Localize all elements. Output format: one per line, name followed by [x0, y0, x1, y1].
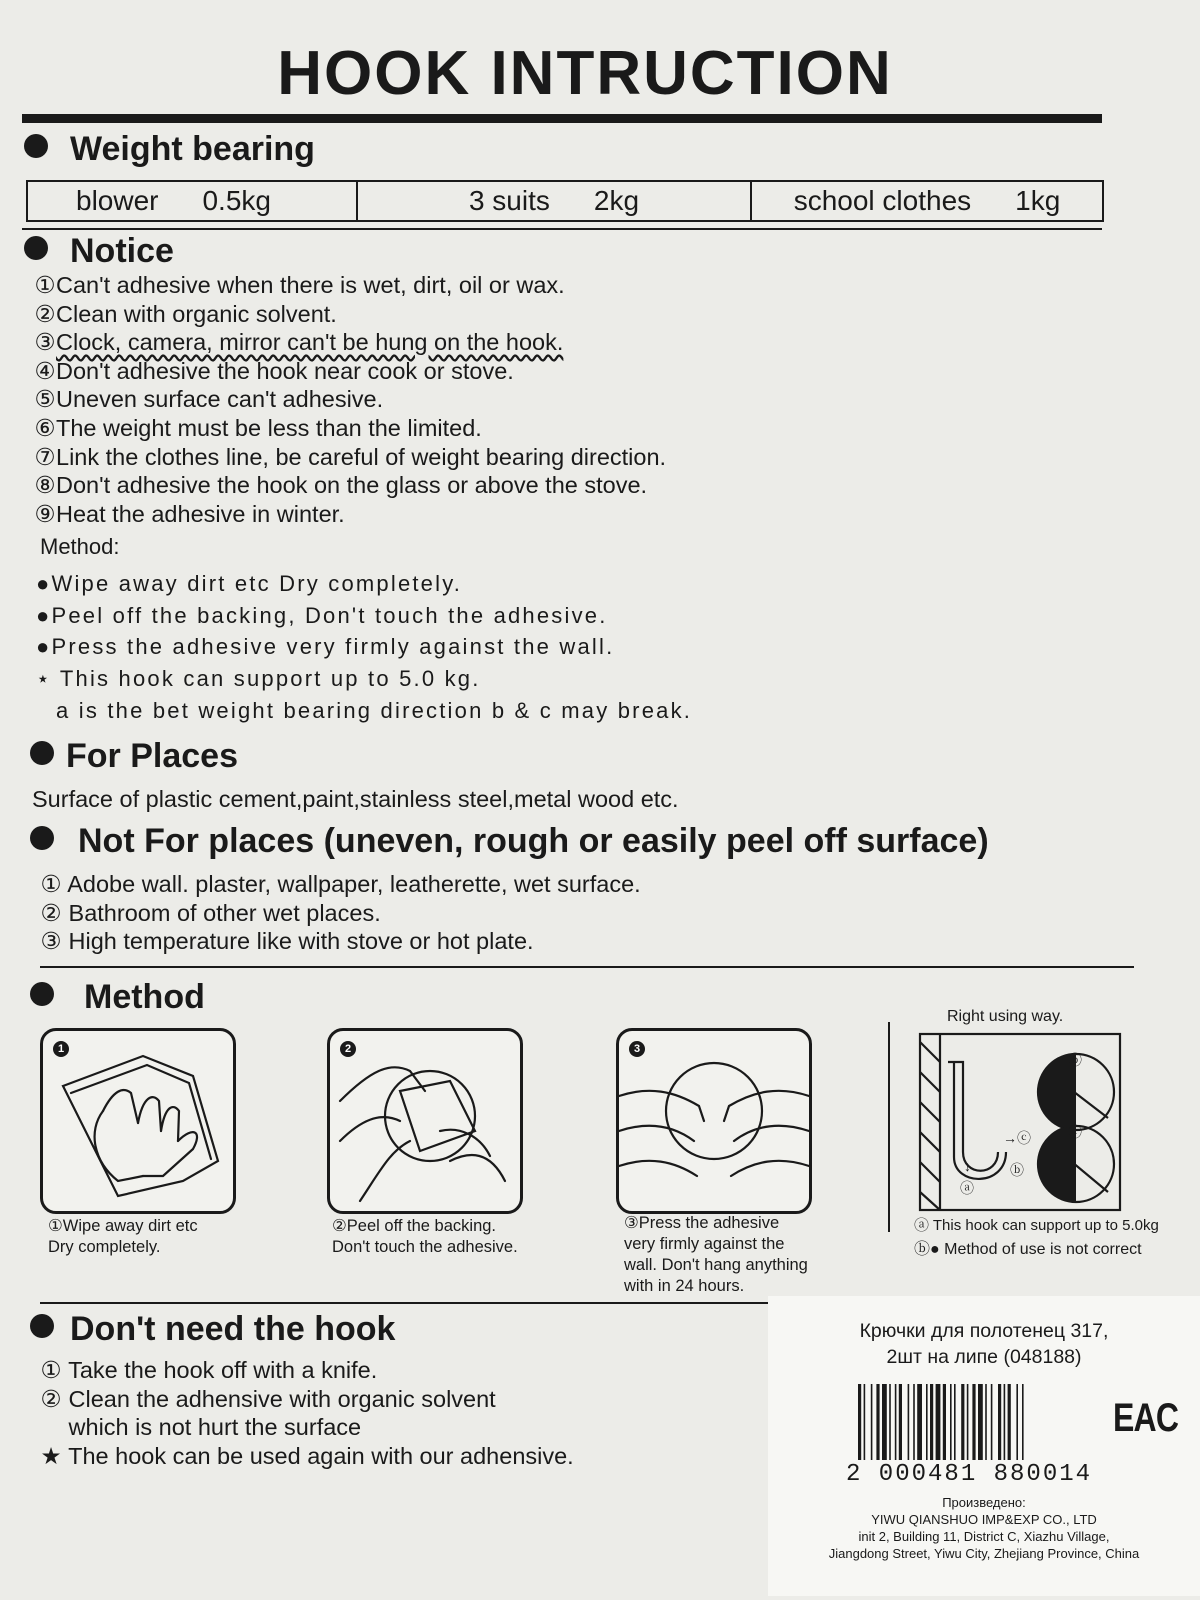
list-item: ⑨Heat the adhesive in winter.: [34, 500, 345, 527]
product-title: Крючки для полотенец 317, 2шт на липе (048188): [859, 1320, 1109, 1368]
barcode-bar: [936, 1384, 941, 1460]
step-number: 1: [53, 1041, 69, 1057]
marker-c: ⓒ: [1068, 1124, 1082, 1140]
list-item: ①Can't adhesive when there is wet, dirt, oil or wax.: [34, 272, 565, 298]
step-2-illustration: [327, 1028, 523, 1214]
step-3-caption: ③Press the adhesive very firmly against the wall. Don't hang anything with in 24 hours.: [624, 1214, 808, 1295]
barcode-bar: [961, 1384, 964, 1460]
divider: [22, 228, 1102, 230]
list-item: ②Clean with organic solvent.: [34, 300, 337, 327]
weight-cell: school clothes 1kg: [793, 185, 1061, 216]
right-note-1: ⓐ This hook can support up to 5.0kg: [914, 1217, 1159, 1234]
weight-heading: Weight bearing: [24, 130, 315, 169]
barcode-digits: 2 000481 880014: [846, 1461, 1093, 1488]
bullet-icon: [30, 982, 54, 1006]
direction-diagram: [918, 1032, 1124, 1212]
method-line: ●Press the adhesive very firmly against the wall.: [36, 634, 615, 660]
method-line: a is the bet weight bearing direction b & c may break.: [56, 697, 693, 723]
barcode-bar: [972, 1384, 975, 1460]
title-rule: [22, 114, 1102, 123]
barcode-bar: [1004, 1384, 1006, 1460]
divider: [40, 1302, 780, 1304]
eac-mark: EAC: [1113, 1396, 1179, 1440]
list-item: ② Bathroom of other wet places.: [40, 899, 381, 926]
list-item: ⑤Uneven surface can't adhesive.: [34, 386, 384, 413]
method-label: Method:: [40, 534, 120, 559]
barcode-bar: [943, 1384, 946, 1460]
barcode-bar: [930, 1384, 933, 1460]
barcode-bar: [882, 1384, 887, 1460]
notice-list: [34, 271, 666, 528]
bullet-icon: [30, 826, 54, 850]
barcode-bar: [967, 1384, 969, 1460]
weight-table: [26, 180, 1104, 222]
marker-b: ⓑ: [1068, 1052, 1082, 1068]
arrow-a: ↓: [964, 1158, 971, 1174]
barcode-bar: [926, 1384, 928, 1460]
for-places-heading: For Places: [30, 737, 238, 776]
barcode-bar: [1022, 1384, 1024, 1460]
hook-diagram-icon: [918, 1032, 1124, 1212]
peel-icon: [330, 1031, 520, 1211]
method-line: ⋆ This hook can support up to 5.0 kg.: [36, 666, 481, 692]
barcode-bar: [889, 1384, 891, 1460]
method-line: ●Peel off the backing, Don't touch the adhesive.: [36, 602, 608, 628]
bullet-icon: [24, 134, 48, 158]
arrow-c: →ⓒ: [1003, 1130, 1031, 1146]
barcode-bar: [899, 1384, 902, 1460]
barcode-bar: [876, 1384, 879, 1460]
marker-a: ⓐ: [960, 1180, 974, 1196]
barcode-bar: [991, 1384, 993, 1460]
bullet-icon: [24, 236, 48, 260]
wipe-icon: [43, 1031, 233, 1211]
barcode-bar: [908, 1384, 910, 1460]
page-title: HOOK INTRUCTION: [277, 39, 893, 108]
step-number: 3: [629, 1041, 645, 1057]
barcode-bar: [998, 1384, 1001, 1460]
method-line: ●Wipe away dirt etc Dry completely.: [36, 571, 463, 596]
step-number: 2: [340, 1041, 356, 1057]
barcode-bar: [985, 1384, 987, 1460]
barcode-bar: [950, 1384, 952, 1460]
list-item: ② Clean the adhensive with organic solvent: [40, 1385, 496, 1412]
barcode-bar: [978, 1384, 983, 1460]
list-item: ⑥The weight must be less than the limited.: [34, 414, 482, 441]
list-item: ① Adobe wall. plaster, wallpaper, leatherette, wet surface.: [40, 871, 641, 897]
barcode-bar: [917, 1384, 922, 1460]
manufacturer-info: Произведено: YIWU QIANSHUO IMP&EXP CO., LTD init 2, Building 11, District C, Xiazhu Village, Jiangdong Street, Yiwu City, Zhejiang Province, China: [828, 1495, 1140, 1561]
list-item: ④Don't adhesive the hook near cook or stove.: [34, 357, 514, 384]
step-2-caption: ②Peel off the backing. Don't touch the adhesive.: [332, 1217, 518, 1256]
list-item: ③ High temperature like with stove or hot plate.: [40, 928, 534, 955]
barcode-bar: [858, 1384, 861, 1460]
barcode-bar: [954, 1384, 956, 1460]
barcode-bar: [871, 1384, 873, 1460]
for-places-text: Surface of plastic cement,paint,stainless steel,metal wood etc.: [32, 786, 679, 812]
step-1-illustration: [40, 1028, 236, 1214]
list-item: ① Take the hook off with a knife.: [40, 1357, 378, 1383]
step-3-illustration: [616, 1028, 812, 1214]
barcode-bar: [1008, 1384, 1011, 1460]
dont-need-heading: Don't need the hook: [30, 1310, 395, 1349]
not-for-places-list: [40, 870, 641, 956]
product-label: [768, 1296, 1200, 1596]
press-icon: [619, 1031, 809, 1211]
divider: [40, 966, 1134, 968]
barcode: [858, 1384, 1090, 1462]
barcode-bar: [1016, 1384, 1018, 1460]
list-item: which is not hurt the surface: [68, 1414, 362, 1441]
not-for-places-heading: Not For places (uneven, rough or easily peel off surface): [30, 822, 989, 861]
bullet-icon: [30, 1314, 54, 1338]
barcode-bar: [864, 1384, 866, 1460]
list-item: ⑦Link the clothes line, be careful of weight bearing direction.: [34, 443, 667, 470]
method-heading: Method: [30, 978, 205, 1017]
dont-need-list: [40, 1356, 574, 1470]
step-1-caption: ①Wipe away dirt etc Dry completely.: [48, 1217, 198, 1256]
list-item: ★ The hook can be used again with our adhensive.: [40, 1442, 574, 1469]
divider: [888, 1022, 890, 1232]
weight-cell: 3 suits 2kg: [358, 182, 752, 220]
method-lines: [36, 568, 692, 727]
weight-cell: blower 0.5kg: [28, 182, 358, 220]
barcode-bar: [895, 1384, 897, 1460]
bullet-icon: [30, 741, 54, 765]
list-item: ⑧Don't adhesive the hook on the glass or above the stove.: [34, 472, 648, 499]
notice-heading: Notice: [24, 232, 174, 271]
right-using-title: Right using way.: [947, 1008, 1064, 1025]
barcode-bar: [913, 1384, 915, 1460]
list-item: ③Clock, camera, mirror can't be hung on the hook.: [34, 329, 564, 356]
arrow-b: ⓑ: [1010, 1162, 1024, 1178]
right-note-2: ⓑ● Method of use is not correct: [914, 1241, 1142, 1258]
